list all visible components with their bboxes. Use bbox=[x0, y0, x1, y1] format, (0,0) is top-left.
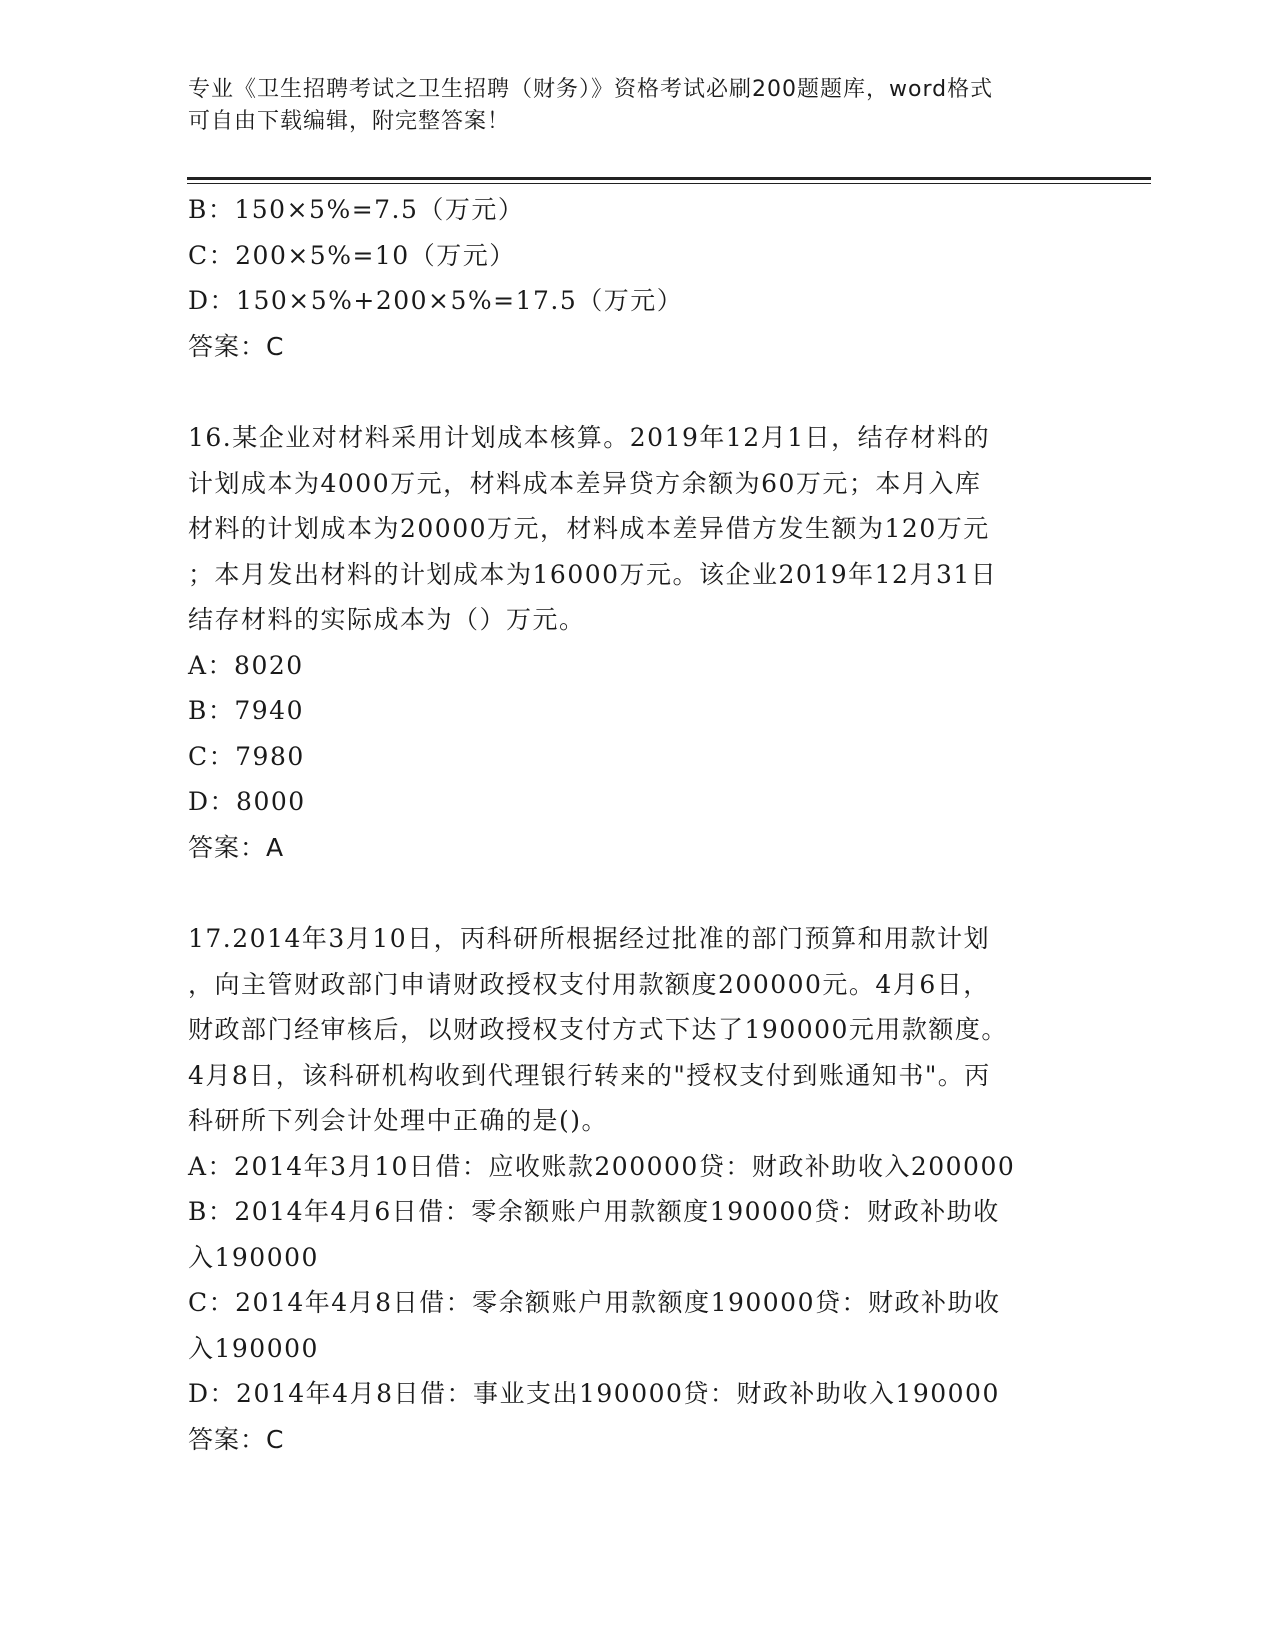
option-c: C：200×5%=10（万元） bbox=[188, 240, 516, 270]
question-text-line: ，向主管财政部门申请财政授权支付用款额度200000元。4月6日， bbox=[188, 969, 990, 999]
question-text-line: 材料的计划成本为20000万元，材料成本差异借方发生额为120万元 bbox=[188, 514, 990, 543]
option-d: D：150×5%+200×5%=17.5（万元） bbox=[188, 286, 684, 315]
option-c: C：2014年4月8日借：零余额账户用款额度190000贷：财政补助收 bbox=[188, 1288, 1001, 1317]
previous-question-tail bbox=[188, 187, 1088, 369]
question-16 bbox=[188, 415, 1088, 870]
option-a: A：2014年3月10日借：应收账款200000贷：财政补助收入200000 bbox=[188, 1151, 1016, 1181]
option-b: B：150×5%=7.5（万元） bbox=[188, 195, 525, 224]
question-text-line: 4月8日，该科研机构收到代理银行转来的"授权支付到账通知书"。丙 bbox=[188, 1060, 991, 1090]
header-divider-thick bbox=[187, 177, 1151, 180]
document-header bbox=[188, 74, 1088, 138]
option-b: B：7940 bbox=[188, 696, 304, 725]
option-d: D：2014年4月8日借：事业支出190000贷：财政补助收入190000 bbox=[188, 1379, 1000, 1408]
document-body bbox=[188, 187, 1088, 1462]
question-text-line: ；本月发出材料的计划成本为16000万元。该企业2019年12月31日 bbox=[188, 559, 998, 589]
option-a: A：8020 bbox=[188, 650, 304, 680]
question-text-line: 计划成本为4000万元，材料成本差异贷方余额为60万元；本月入库 bbox=[188, 468, 982, 498]
question-text-line: 科研所下列会计处理中正确的是()。 bbox=[188, 1106, 609, 1135]
question-17 bbox=[188, 916, 1088, 1462]
header-divider-thin bbox=[187, 183, 1151, 184]
option-d: D：8000 bbox=[188, 787, 306, 816]
answer: 答案：C bbox=[188, 331, 285, 361]
question-text-line: 17.2014年3月10日，丙科研所根据经过批准的部门预算和用款计划 bbox=[188, 924, 991, 953]
option-c-continued: 入190000 bbox=[188, 1333, 319, 1363]
spacer bbox=[188, 369, 1088, 415]
answer: 答案：C bbox=[188, 1424, 285, 1454]
question-text-line: 结存材料的实际成本为（）万元。 bbox=[188, 605, 586, 634]
answer: 答案：A bbox=[188, 832, 285, 862]
header-line-2: 可自由下载编辑，附完整答案！ bbox=[188, 109, 511, 134]
option-b-continued: 入190000 bbox=[188, 1242, 319, 1272]
question-text-line: 16.某企业对材料采用计划成本核算。2019年12月1日，结存材料的 bbox=[188, 423, 991, 452]
header-line-1: 专业《卫生招聘考试之卫生招聘（财务）》资格考试必刷200题题库，word格式 bbox=[188, 77, 994, 102]
option-c: C：7980 bbox=[188, 741, 305, 771]
option-b: B：2014年4月6日借：零余额账户用款额度190000贷：财政补助收 bbox=[188, 1197, 1000, 1226]
question-text-line: 财政部门经审核后，以财政授权支付方式下达了190000元用款额度。 bbox=[188, 1015, 1008, 1044]
spacer bbox=[188, 870, 1088, 916]
